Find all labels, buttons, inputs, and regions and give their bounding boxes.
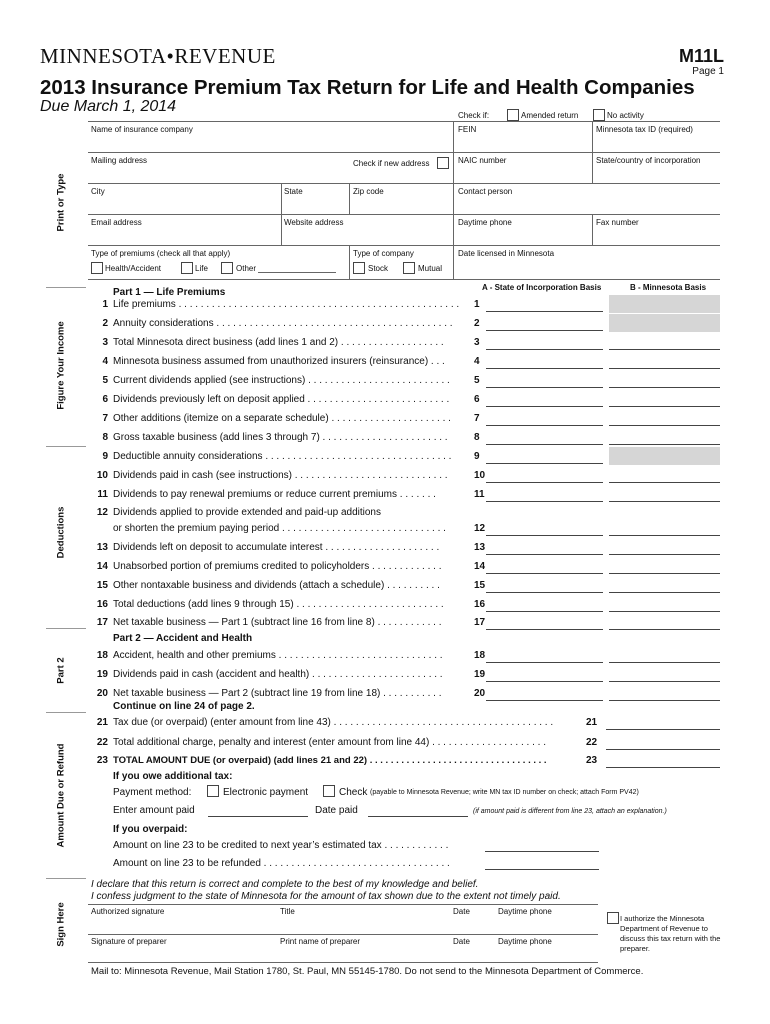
- date-label: Date: [453, 907, 470, 916]
- mn-tax-id-label: Minnesota tax ID (required): [596, 125, 693, 134]
- line-text: Unabsorbed portion of premiums credited to policyholders . . . . . . . . . . . . .: [113, 561, 442, 572]
- declaration-line-1: I declare that this return is correct and complete to the best of my knowledge and belief.: [91, 879, 479, 890]
- column-a-input[interactable]: [486, 425, 603, 426]
- mutual-checkbox[interactable]: [403, 262, 415, 274]
- line-23-answer[interactable]: [606, 767, 720, 768]
- line-end-number: 3: [474, 337, 480, 348]
- line-end-number: 7: [474, 413, 480, 424]
- line-21-number: 21: [96, 717, 108, 728]
- column-a-input[interactable]: [486, 482, 603, 483]
- date-paid-input[interactable]: [368, 816, 468, 817]
- line-text: Current dividends applied (see instructions) . . . . . . . . . . . . . . . . . . . . . . . . . .: [113, 375, 450, 386]
- fein-label: FEIN: [458, 125, 477, 134]
- line-number: 11: [97, 489, 108, 500]
- line-end-number: 18: [474, 650, 486, 661]
- check-label: Check: [339, 787, 368, 798]
- brand-logo: MINNESOTA•REVENUE: [40, 44, 276, 68]
- column-b-input[interactable]: [609, 368, 720, 369]
- column-b-input[interactable]: [609, 444, 720, 445]
- new-address-checkbox[interactable]: [437, 157, 449, 169]
- line-21-answer[interactable]: [606, 729, 720, 730]
- state-country-label: State/country of incorporation: [596, 156, 701, 165]
- line-end-number: 11: [474, 489, 485, 500]
- authorize-checkbox[interactable]: [607, 912, 619, 924]
- line-22-number: 22: [96, 737, 108, 748]
- line-number: 20: [96, 688, 108, 699]
- line-number: 7: [102, 413, 108, 424]
- section-print: Print or Type: [55, 173, 67, 231]
- column-a-header: A - State of Incorporation Basis: [482, 283, 602, 292]
- column-b-input[interactable]: [609, 592, 720, 593]
- column-b-input[interactable]: [609, 349, 720, 350]
- owe-heading: If you owe additional tax:: [113, 771, 233, 782]
- authorize-text: I authorize the Minnesota Department of Revenue to discuss this tax return with the preparer.: [620, 914, 721, 953]
- line-text: Dividends previously left on deposit applied . . . . . . . . . . . . . . . . . . . . . . . . . .: [113, 394, 450, 405]
- no-activity-checkbox[interactable]: [593, 109, 605, 121]
- company-label: Name of insurance company: [91, 125, 193, 134]
- stock-checkbox[interactable]: [353, 262, 365, 274]
- line-text: Dividends applied to provide extended and paid-up additions: [113, 507, 381, 518]
- line-text: Dividends paid in cash (accident and health) . . . . . . . . . . . . . . . . . . . . . . . .: [113, 669, 443, 680]
- column-b-input[interactable]: [609, 387, 720, 388]
- line-text: Accident, health and other premiums . . . . . . . . . . . . . . . . . . . . . . . . . . . . . .: [113, 650, 443, 661]
- column-a-input[interactable]: [486, 573, 603, 574]
- column-a-input[interactable]: [486, 311, 603, 312]
- line-text: Other additions (itemize on a separate schedule) . . . . . . . . . . . . . . . . . . . . . .: [113, 413, 451, 424]
- line-end-number: 16: [474, 599, 486, 610]
- line-text: Dividends paid in cash (see instructions) . . . . . . . . . . . . . . . . . . . . . . . . . . . .: [113, 470, 448, 481]
- column-b-shaded: [609, 295, 720, 313]
- column-a-input[interactable]: [486, 387, 603, 388]
- line-end-number: 12: [474, 523, 486, 534]
- column-b-shaded: [609, 447, 720, 465]
- amended-checkbox[interactable]: [507, 109, 519, 121]
- column-b-input[interactable]: [609, 662, 720, 663]
- no-activity-label: No activity: [607, 111, 644, 120]
- column-b-input[interactable]: [609, 700, 720, 701]
- column-a-input[interactable]: [486, 662, 603, 663]
- line-number: 10: [96, 470, 108, 481]
- line-21-text: Tax due (or overpaid) (enter amount from line 43) . . . . . . . . . . . . . . . . . . . . . . . . . . . . . . . . . . . . . . . .: [113, 717, 554, 728]
- date2-label: Date: [453, 937, 470, 946]
- line-number: 1: [102, 299, 108, 310]
- contact-label: Contact person: [458, 187, 513, 196]
- company-type-label: Type of company: [353, 249, 414, 258]
- line-number: 13: [96, 542, 108, 553]
- line-number: 19: [96, 669, 108, 680]
- column-a-input[interactable]: [486, 700, 603, 701]
- line-text: Total Minnesota direct business (add lines 1 and 2) . . . . . . . . . . . . . . . . . . .: [113, 337, 444, 348]
- column-a-input[interactable]: [486, 406, 603, 407]
- line-end-number: 20: [474, 688, 486, 699]
- paid-note: (if amount paid is different from line 23, attach an explanation.): [473, 808, 667, 815]
- health-label: Health/Accident: [105, 264, 162, 273]
- line-number: 18: [96, 650, 108, 661]
- column-a-input[interactable]: [486, 444, 603, 445]
- line-text: Net taxable business — Part 1 (subtract line 16 from line 8) . . . . . . . . . . . .: [113, 617, 442, 628]
- city-label: City: [91, 187, 105, 196]
- state-label: State: [284, 187, 303, 196]
- check-checkbox[interactable]: [323, 785, 335, 797]
- column-b-shaded: [609, 314, 720, 332]
- print-preparer-label: Print name of preparer: [280, 937, 361, 946]
- column-b-input[interactable]: [609, 406, 720, 407]
- stock-label: Stock: [368, 264, 389, 273]
- preparer-signature-label: Signature of preparer: [91, 937, 167, 946]
- declaration-line-2: I confess judgment to the state of Minnesota for the amount of tax shown due to the extent not timely paid.: [91, 891, 561, 902]
- line-number: 4: [102, 356, 108, 367]
- line-text: Gross taxable business (add lines 3 through 7) . . . . . . . . . . . . . . . . . . . . . . .: [113, 432, 448, 443]
- column-b-input[interactable]: [609, 425, 720, 426]
- check-if-label: Check if:: [458, 111, 490, 120]
- line-22-text: Total additional charge, penalty and interest (enter amount from line 44) . . . . . . . . . . . . . . . . . . . . .: [113, 737, 546, 748]
- line-end-number: 1: [474, 299, 480, 310]
- mail-to: Mail to: Minnesota Revenue, Mail Station 1780, St. Paul, MN 55145-1780. Do not send to the Minnesota Department of Commerce.: [91, 966, 644, 977]
- line-text: Minnesota business assumed from unauthorized insurers (reinsurance) . . .: [113, 356, 445, 367]
- line-23-text: TOTAL AMOUNT DUE (or overpaid) (add lines 21 and 22) . . . . . . . . . . . . . . . . . . . . . . . . . . . . . . . . . .: [113, 755, 547, 766]
- column-b-input[interactable]: [609, 535, 720, 536]
- line-22-answer[interactable]: [606, 749, 720, 750]
- refunded-text: Amount on line 23 to be refunded . . . . . . . . . . . . . . . . . . . . . . . . . . . . . . . . . .: [113, 858, 450, 869]
- line-text: or shorten the premium paying period . . . . . . . . . . . . . . . . . . . . . . . . . . . . . .: [113, 523, 446, 534]
- section-sign: Sign Here: [55, 902, 67, 947]
- section-amount: Amount Due or Refund: [55, 743, 67, 847]
- column-a-input[interactable]: [486, 629, 603, 630]
- line-end-number: 15: [474, 580, 486, 591]
- part1-title: Part 1 — Life Premiums: [113, 287, 226, 298]
- life-checkbox[interactable]: [181, 262, 193, 274]
- amount-paid-label: Enter amount paid: [113, 805, 195, 816]
- new-address-label: Check if new address: [353, 159, 430, 168]
- mutual-label: Mutual: [418, 264, 443, 273]
- credited-text: Amount on line 23 to be credited to next year’s estimated tax . . . . . . . . . . . .: [113, 840, 449, 851]
- section-income: Figure Your Income: [55, 320, 67, 410]
- electronic-label: Electronic payment: [223, 787, 309, 798]
- column-a-input[interactable]: [486, 463, 603, 464]
- daytime-phone-label: Daytime phone: [458, 218, 512, 227]
- column-b-input[interactable]: [609, 501, 720, 502]
- line-23-number: 23: [96, 755, 108, 766]
- zip-label: Zip code: [353, 187, 384, 196]
- line-text: Net taxable business — Part 2 (subtract line 19 from line 18) . . . . . . . . . . .: [113, 688, 442, 699]
- line-22-end: 22: [586, 737, 598, 748]
- line-end-number: 19: [474, 669, 486, 680]
- phone2-label: Daytime phone: [498, 937, 552, 946]
- column-a-input[interactable]: [486, 554, 603, 555]
- amount-paid-input[interactable]: [208, 816, 308, 817]
- line-end-number: 4: [474, 356, 480, 367]
- overpaid-heading: If you overpaid:: [113, 824, 188, 835]
- mailing-label: Mailing address: [91, 156, 148, 165]
- line-end-number: 9: [474, 451, 480, 462]
- line-end-number: 8: [474, 432, 480, 443]
- line-number: 9: [102, 451, 108, 462]
- credited-answer[interactable]: [485, 851, 599, 852]
- line-end-number: 17: [474, 617, 486, 628]
- website-label: Website address: [284, 218, 344, 227]
- part2-title: Part 2 — Accident and Health: [113, 633, 253, 644]
- column-b-input[interactable]: [609, 611, 720, 612]
- electronic-checkbox[interactable]: [207, 785, 219, 797]
- other-label: Other: [236, 264, 257, 273]
- column-a-input[interactable]: [486, 501, 603, 502]
- line-end-number: 5: [474, 375, 480, 386]
- line-number: 17: [96, 617, 108, 628]
- column-b-input[interactable]: [609, 681, 720, 682]
- column-b-input[interactable]: [609, 573, 720, 574]
- page-title: 2013 Insurance Premium Tax Return for Life and Health Companies: [40, 76, 695, 99]
- line-end-number: 14: [474, 561, 486, 572]
- authorized-signature-label: Authorized signature: [91, 907, 165, 916]
- section-part2: Part 2: [55, 656, 67, 684]
- line-text: Annuity considerations . . . . . . . . . . . . . . . . . . . . . . . . . . . . . . . . . . . . . . . . . . .: [113, 318, 453, 329]
- phone-label: Daytime phone: [498, 907, 552, 916]
- date-paid-label: Date paid: [315, 805, 358, 816]
- page-label: Page 1: [692, 66, 724, 77]
- line-number: 12: [96, 507, 108, 518]
- line-end-number: 13: [474, 542, 486, 553]
- line-end-number: 6: [474, 394, 480, 405]
- naic-label: NAIC number: [458, 156, 507, 165]
- amended-label: Amended return: [521, 111, 579, 120]
- column-a-input[interactable]: [486, 368, 603, 369]
- premium-types-label: Type of premiums (check all that apply): [91, 249, 231, 258]
- payment-method-label: Payment method:: [113, 787, 192, 798]
- refunded-answer[interactable]: [485, 869, 599, 870]
- line-number: 15: [96, 580, 108, 591]
- line-23-end: 23: [586, 755, 598, 766]
- column-b-input[interactable]: [609, 629, 720, 630]
- due-date: Due March 1, 2014: [40, 98, 177, 115]
- other-checkbox[interactable]: [221, 262, 233, 274]
- column-a-input[interactable]: [486, 592, 603, 593]
- column-a-input[interactable]: [486, 681, 603, 682]
- email-label: Email address: [91, 218, 142, 227]
- line-text: Life premiums . . . . . . . . . . . . . . . . . . . . . . . . . . . . . . . . . . . . . . . . . . . . . . . . . . .: [113, 299, 460, 310]
- line-text: Other nontaxable business and dividends (attach a schedule) . . . . . . . . . .: [113, 580, 440, 591]
- column-b-input[interactable]: [609, 554, 720, 555]
- life-label: Life: [195, 264, 208, 273]
- form-id: M11L: [678, 46, 724, 66]
- column-a-input[interactable]: [486, 349, 603, 350]
- line-21-end: 21: [586, 717, 598, 728]
- line-text: Dividends left on deposit to accumulate interest . . . . . . . . . . . . . . . . . . . . .: [113, 542, 440, 553]
- column-b-input[interactable]: [609, 482, 720, 483]
- line-number: 6: [102, 394, 108, 405]
- line-text: Dividends to pay renewal premiums or reduce current premiums . . . . . . .: [113, 489, 436, 500]
- title-label: Title: [280, 907, 295, 916]
- line-number: 14: [96, 561, 108, 572]
- date-licensed-label: Date licensed in Minnesota: [458, 249, 555, 258]
- line-number: 5: [102, 375, 108, 386]
- section-deductions: Deductions: [55, 506, 67, 559]
- health-checkbox[interactable]: [91, 262, 103, 274]
- column-a-input[interactable]: [486, 535, 603, 536]
- line-text: Total deductions (add lines 9 through 15) . . . . . . . . . . . . . . . . . . . . . . . . . . .: [113, 599, 444, 610]
- line-number: 16: [96, 599, 108, 610]
- line-end-number: 10: [474, 470, 486, 481]
- line-number: 3: [102, 337, 108, 348]
- fax-label: Fax number: [596, 218, 639, 227]
- column-a-input[interactable]: [486, 611, 603, 612]
- check-note: (payable to Minnesota Revenue; write MN tax ID number on check; attach Form PV42): [370, 789, 639, 796]
- line-text: Deductible annuity considerations . . . . . . . . . . . . . . . . . . . . . . . . . . . . . . . . . .: [113, 451, 452, 462]
- column-b-header: B - Minnesota Basis: [630, 283, 707, 292]
- line-number: 8: [102, 432, 108, 443]
- column-a-input[interactable]: [486, 330, 603, 331]
- line-number: 2: [102, 318, 108, 329]
- continue-note: Continue on line 24 of page 2.: [113, 701, 255, 712]
- line-end-number: 2: [474, 318, 480, 329]
